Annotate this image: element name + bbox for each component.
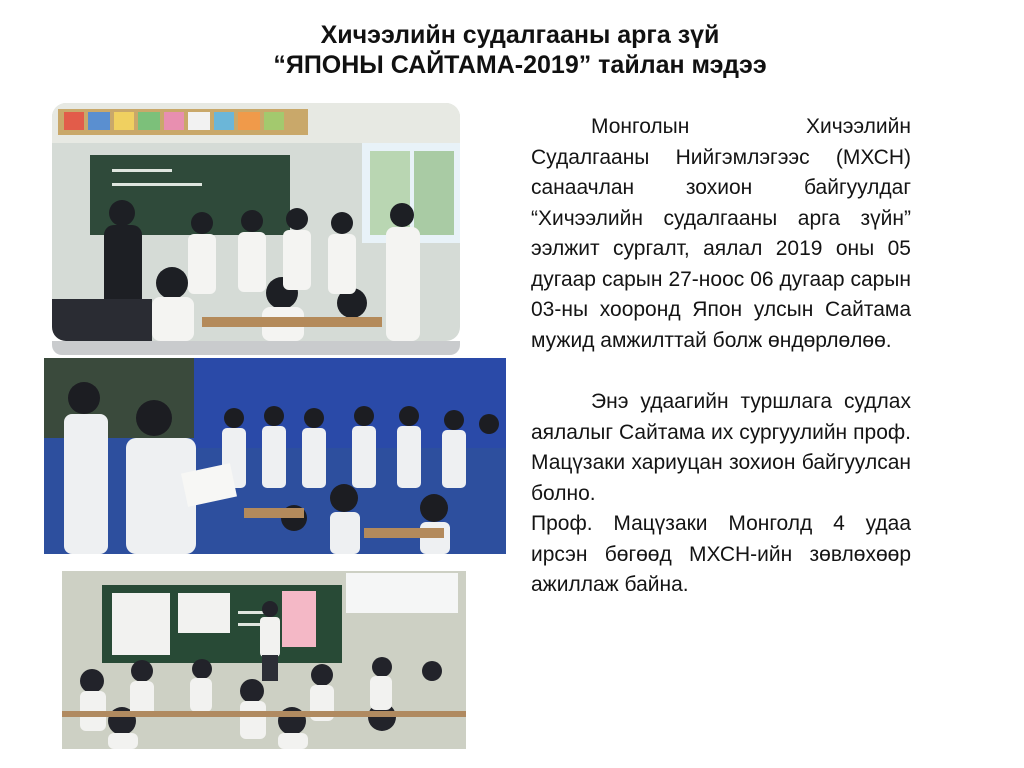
classroom-photo-2 <box>44 358 506 554</box>
paragraph-2: Энэ удаагийн туршлага судлах аялалыг Сайтама их сургуулийн проф. Мацүзаки хариуцан зохион байгуулсан болно. <box>531 390 911 505</box>
title-line-2: “ЯПОНЫ САЙТАМА-2019” тайлан мэдээ <box>273 51 767 79</box>
document-title <box>130 20 910 80</box>
report-body <box>531 112 911 601</box>
classroom-photo-3 <box>62 571 466 749</box>
classroom-photo-1 <box>52 103 460 341</box>
title-line-1: Хичээлийн судалгааны арга зүй <box>320 21 720 49</box>
photo-1-reflection <box>52 341 460 355</box>
paragraph-3: Проф. Мацүзаки Монголд 4 удаа ирсэн бөгөөд МХСН-ийн зөвлөхөөр ажиллаж байна. <box>531 512 911 596</box>
paragraph-1: Монголын Хичээлийн Судалгааны Нийгэмлэгээс (МХСН) санаачлан зохион байгуулдаг “Хичээлийн судалгааны арга зүйн” ээлжит сургалт, аялал 2019 оны 05 дугаар сарын 27-ноос 06 дугаар сарын 03-ны хооронд Япон улсын Сайтама мужид амжилттай болж өндөрлөлөө. <box>531 115 911 352</box>
